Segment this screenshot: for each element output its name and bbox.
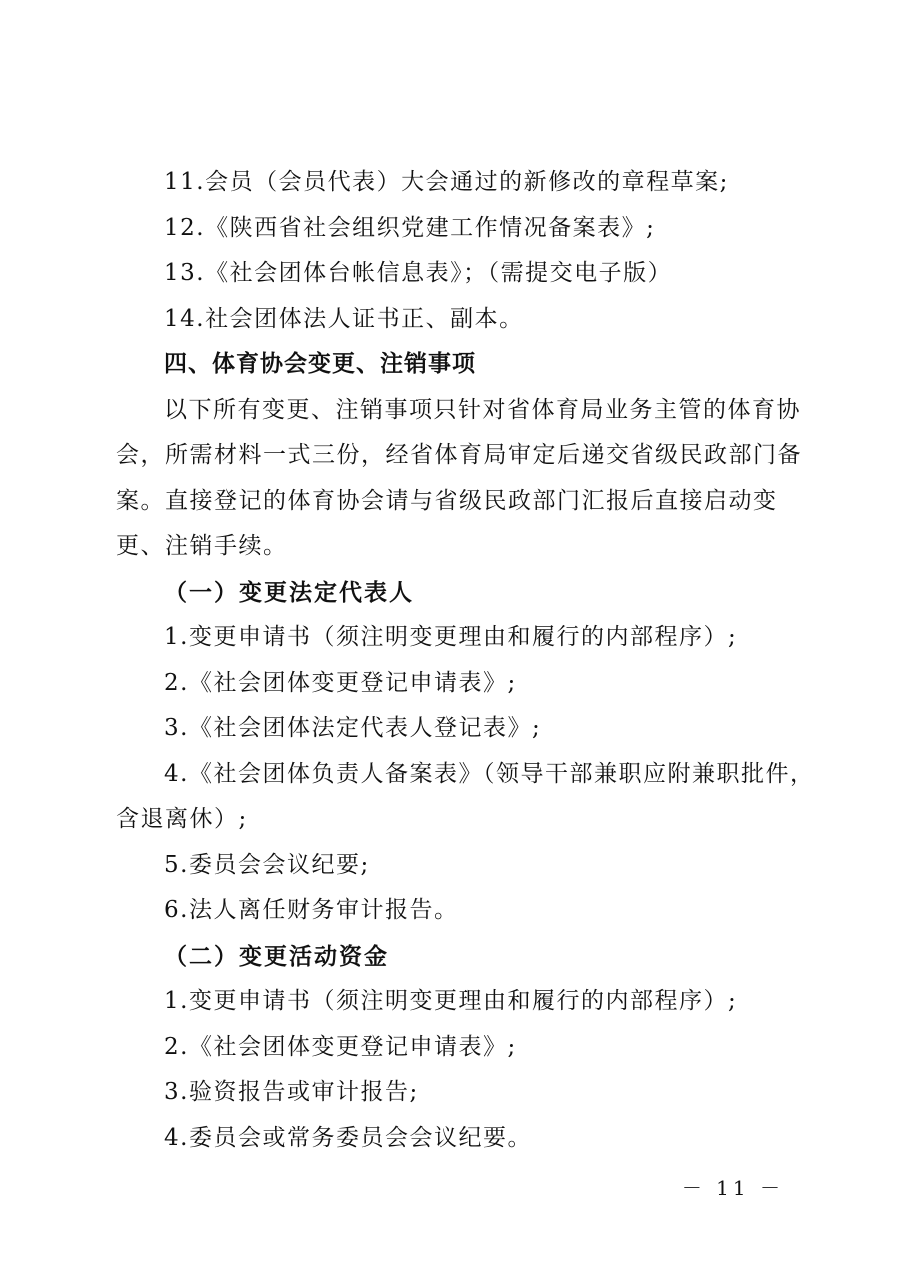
paragraph-line: 案。直接登记的体育协会请与省级民政部门汇报后直接启动变 — [116, 487, 778, 514]
list-item: 14.社会团体法人证书正、副本。 — [164, 305, 524, 332]
list-item: 2.《社会团体变更登记申请表》; — [164, 669, 517, 696]
paragraph-line: 会，所需材料一式三份，经省体育局审定后递交省级民政部门备 — [116, 442, 802, 468]
list-item: 4.委员会或常务委员会会议纪要。 — [164, 1124, 532, 1151]
paragraph-line: 以下所有变更、注销事项只针对省体育局业务主管的体育协 — [164, 396, 801, 423]
list-item: 4.《社会团体负责人备案表》（领导干部兼职应附兼职批件， — [164, 760, 815, 787]
list-item: 2.《社会团体变更登记申请表》; — [164, 1033, 517, 1060]
list-item: 3.《社会团体法定代表人登记表》; — [164, 715, 542, 741]
list-item: 5.委员会会议纪要; — [164, 851, 370, 878]
page-content — [116, 160, 815, 1161]
list-item: 1.变更申请书（须注明变更理由和履行的内部程序）; — [164, 624, 738, 650]
list-item-continuation: 含退离休）; — [116, 806, 248, 832]
list-item: 11.会员（会员代表）大会通过的新修改的章程草案; — [164, 169, 729, 195]
subsection-heading: （二）变更活动资金 — [164, 942, 389, 970]
section-heading: 四、体育协会变更、注销事项 — [164, 351, 476, 377]
list-item: 12.《陕西省社会组织党建工作情况备案表》; — [164, 214, 656, 241]
subsection-heading: （一）变更法定代表人 — [164, 578, 414, 606]
list-item: 3.验资报告或审计报告; — [164, 1079, 419, 1105]
list-item: 1.变更申请书（须注明变更理由和履行的内部程序）; — [164, 988, 738, 1014]
list-item: 6.法人离任财务审计报告。 — [164, 897, 459, 923]
page-number: － 11 － — [681, 1176, 784, 1200]
paragraph-line: 更、注销手续。 — [116, 533, 288, 559]
list-item: 13.《社会团体台帐信息表》；（需提交电子版） — [164, 260, 673, 286]
